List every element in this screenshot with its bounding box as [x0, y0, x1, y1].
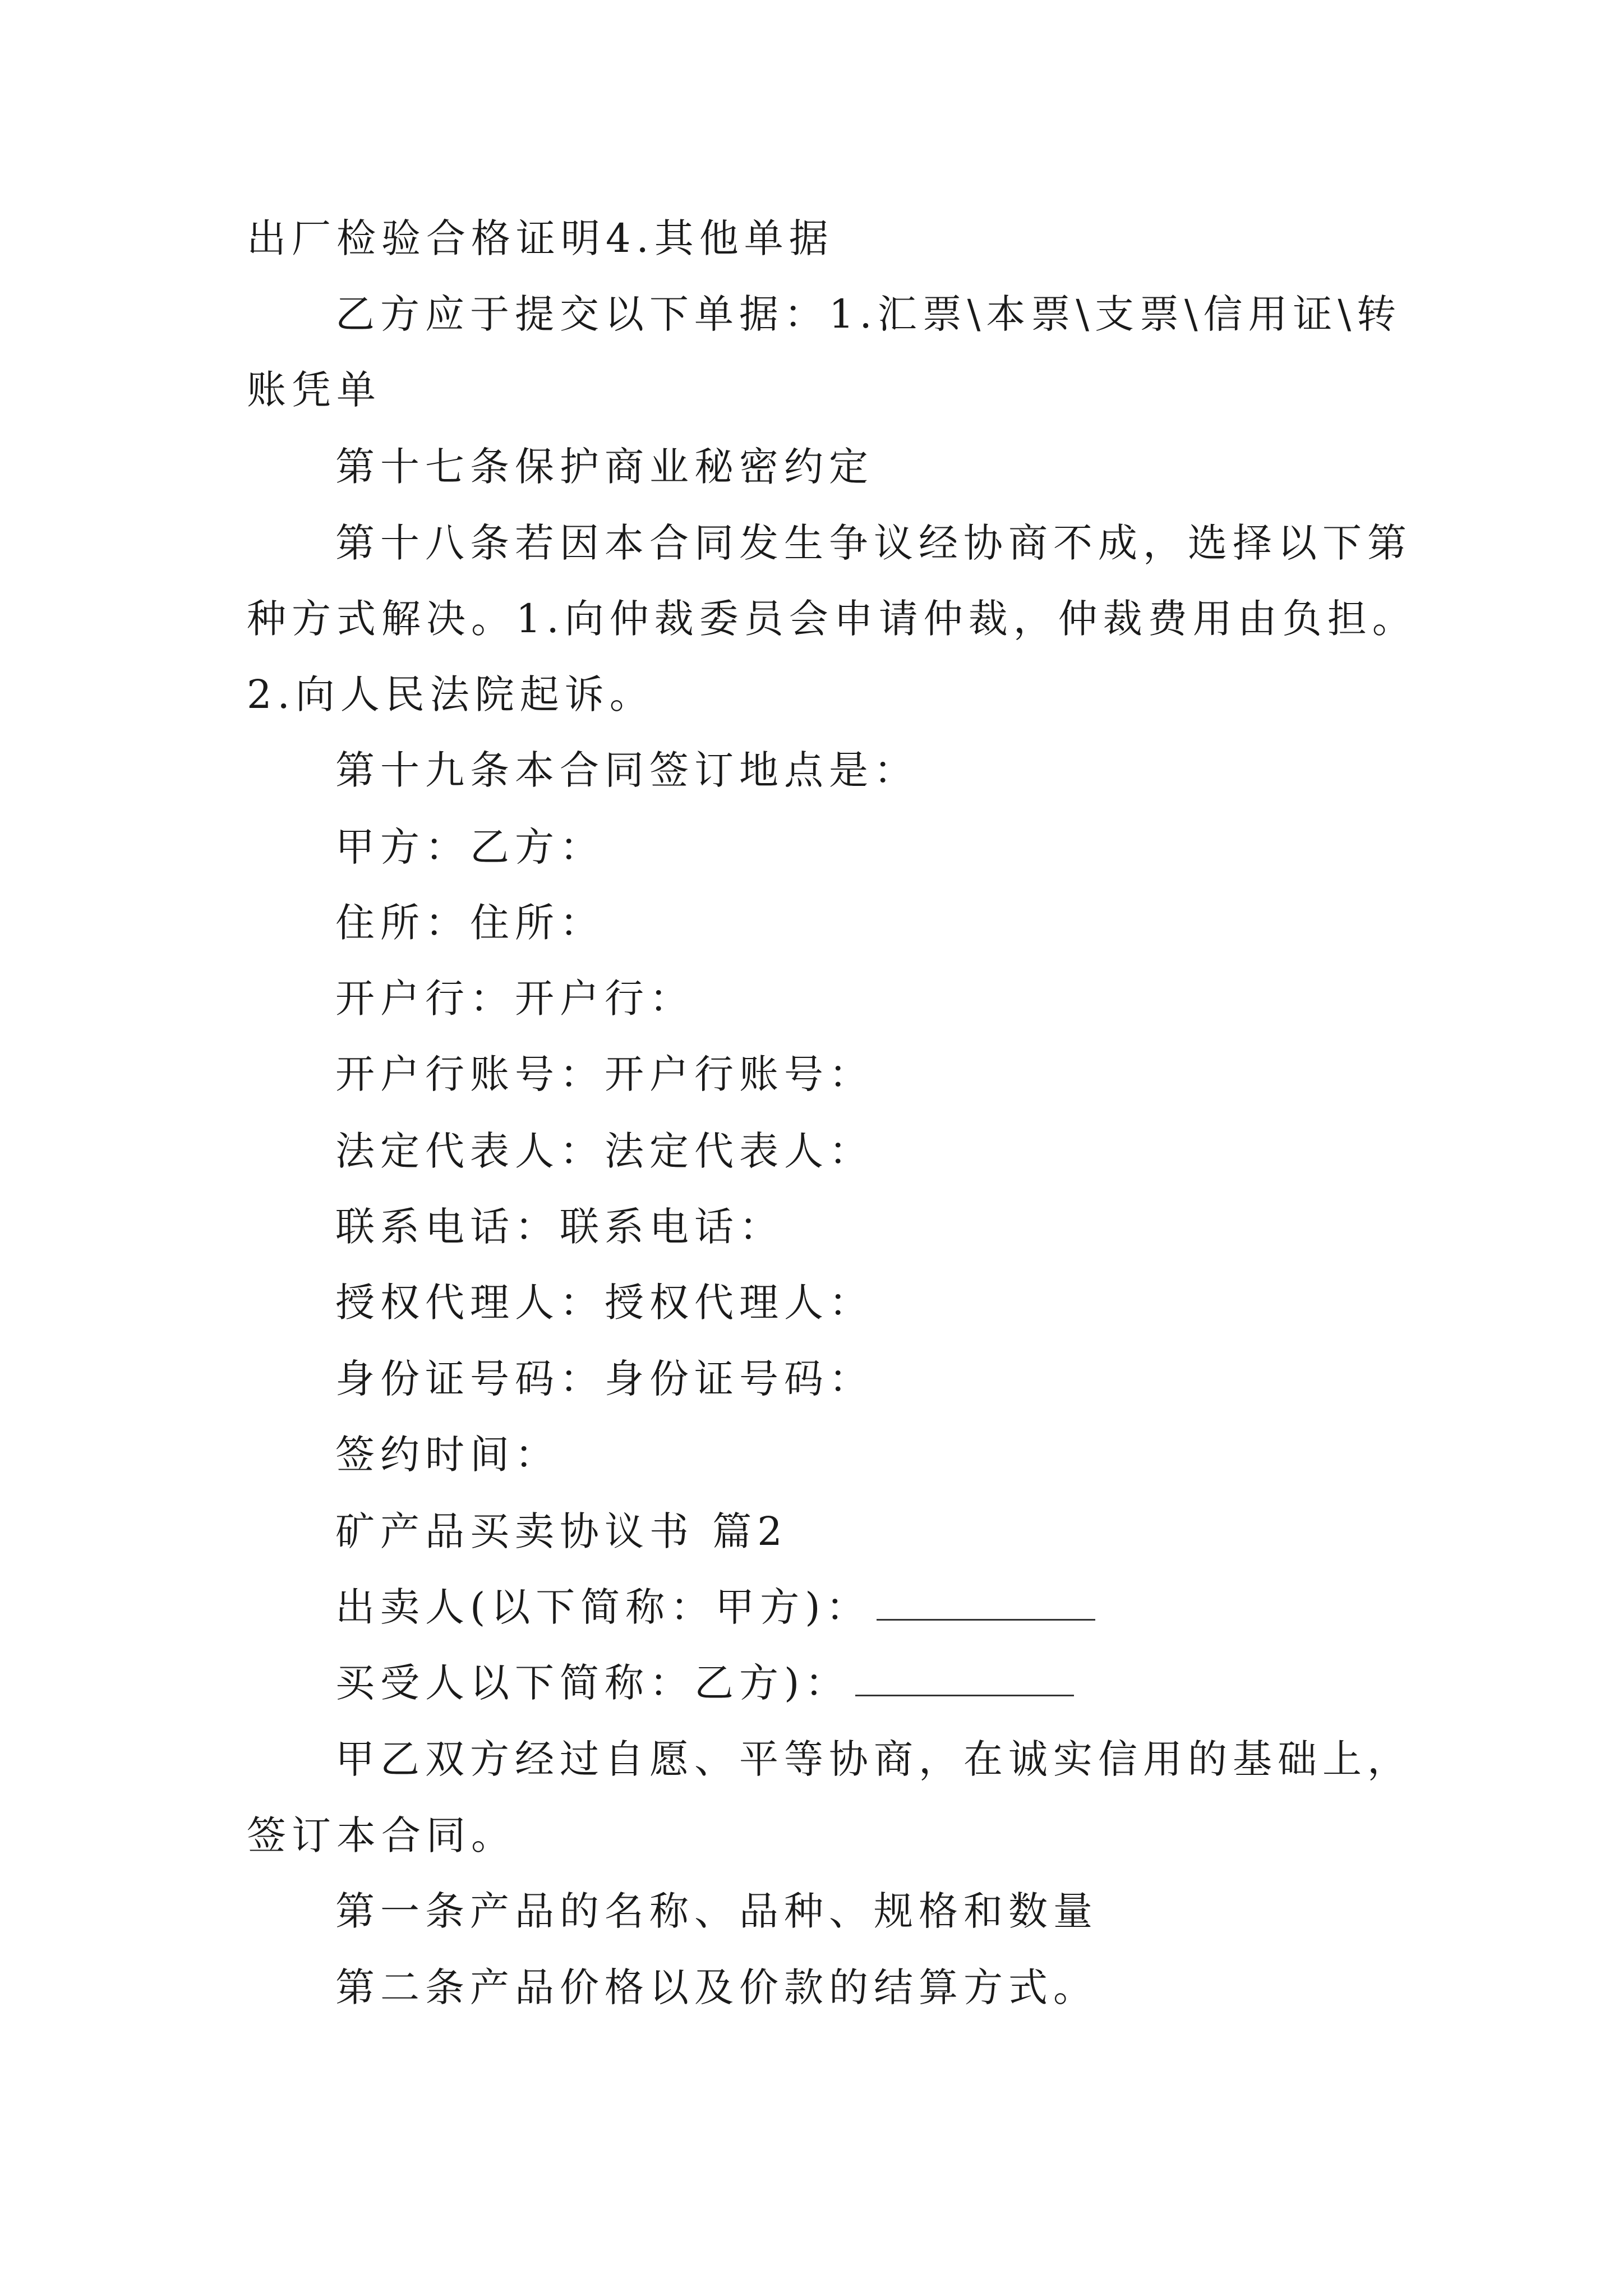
- text-line-17: 签约时间：: [335, 1432, 560, 1478]
- buyer-label: 买受人以下简称：乙方)：: [335, 1660, 850, 1706]
- text-line-19: [335, 1579, 1095, 1635]
- seller-blank-field: [877, 1585, 1095, 1621]
- text-line-16: 身份证号码：身份证号码：: [335, 1356, 874, 1402]
- text-line-23: 第一条产品的名称、品种、规格和数量: [335, 1888, 1098, 1934]
- buyer-blank-field: [855, 1661, 1074, 1696]
- text-line-20: [335, 1655, 1074, 1711]
- text-line-21: 甲乙双方经过自愿、平等协商，在诚实信用的基础上，: [335, 1736, 1412, 1782]
- text-line-4: 第十七条保护商业秘密约定: [335, 444, 874, 490]
- text-line-5: 第十八条若因本合同发生争议经协商不成，选择以下第: [335, 520, 1412, 566]
- text-line-8: 第十九条本合同签订地点是：: [335, 747, 919, 793]
- text-line-11: 开户行：开户行：: [335, 976, 694, 1022]
- section-title-line: 矿产品买卖协议书 篇2: [335, 1508, 788, 1554]
- seller-label: 出卖人(以下简称：甲方)：: [335, 1584, 871, 1630]
- text-line-9: 甲方：乙方：: [335, 824, 605, 870]
- text-line-22: 签订本合同。: [247, 1812, 516, 1858]
- text-line-24: 第二条产品价格以及价款的结算方式。: [335, 1964, 1098, 2010]
- text-line-13: 法定代表人：法定代表人：: [335, 1128, 874, 1174]
- text-line-7: 2.向人民法院起诉。: [247, 671, 654, 717]
- text-line-3: 账凭单: [247, 367, 381, 413]
- text-line-12: 开户行账号：开户行账号：: [335, 1051, 874, 1097]
- text-line-10: 住所：住所：: [335, 900, 605, 946]
- text-line-6: 种方式解决。1.向仲裁委员会申请仲裁，仲裁费用由负担。: [247, 596, 1417, 642]
- text-line-1: 出厂检验合格证明4.其他单据: [247, 215, 834, 261]
- text-line-15: 授权代理人：授权代理人：: [335, 1280, 874, 1326]
- text-line-14: 联系电话：联系电话：: [335, 1204, 784, 1250]
- text-line-2: 乙方应于提交以下单据：1.汇票\本票\支票\信用证\转: [335, 291, 1402, 337]
